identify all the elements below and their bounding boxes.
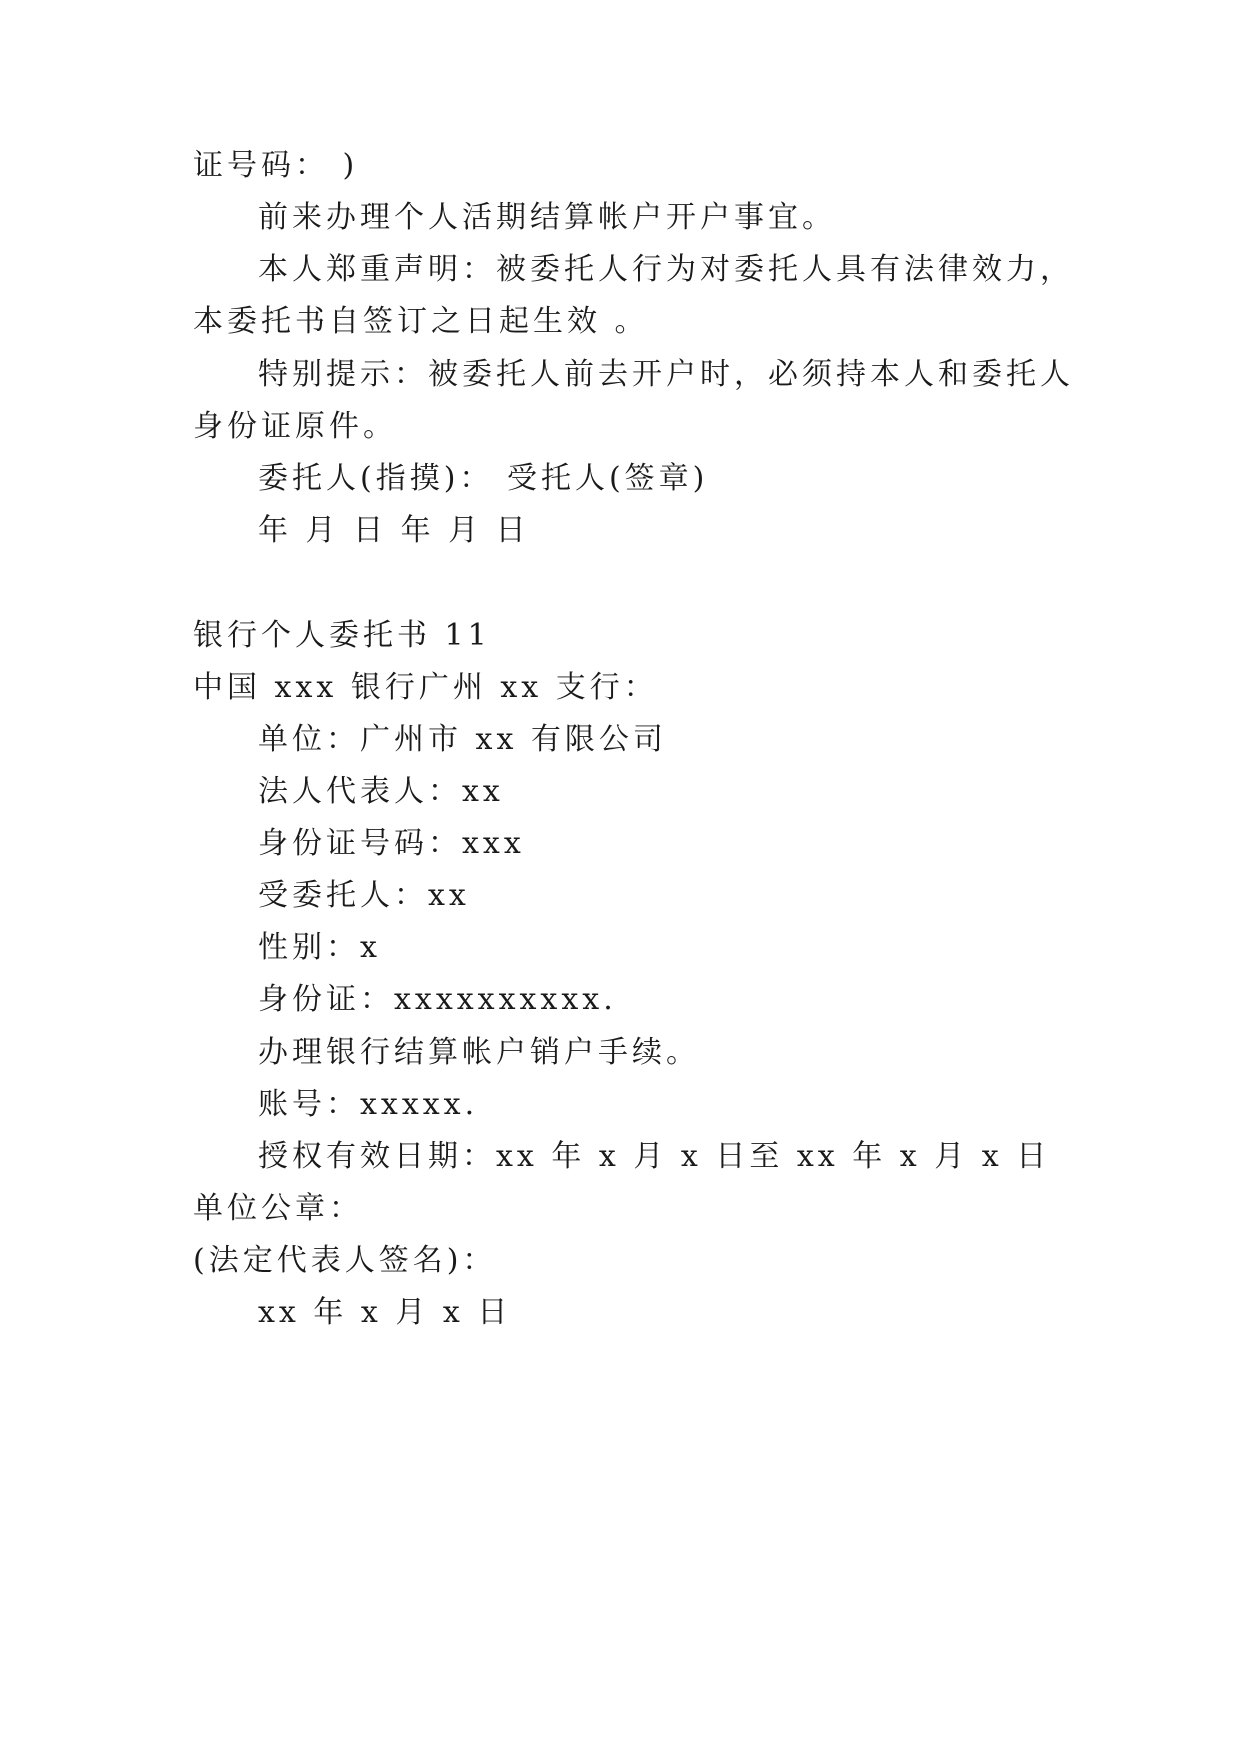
account-line: 账号：xxxxx. — [258, 1087, 479, 1122]
id-number-line: 身份证号码：xxx — [258, 826, 525, 861]
unit-line: 单位：广州市 xx 有限公司 — [258, 722, 667, 757]
document-title: 银行个人委托书 11 — [193, 618, 491, 653]
seal-line: 单位公章： — [193, 1191, 363, 1226]
final-date-line: xx 年 x 月 x 日 — [258, 1295, 512, 1330]
trustee-line: 受委托人：xx — [258, 878, 470, 913]
declaration-line: 本人郑重声明：被委托人行为对委托人具有法律效力， — [258, 252, 1074, 287]
id-card-line: 身份证：xxxxxxxxxx. — [258, 982, 617, 1017]
id-original-line: 身份证原件。 — [193, 409, 397, 444]
date-line: 年 月 日 年 月 日 — [258, 513, 530, 548]
gender-line: 性别：x — [258, 930, 381, 965]
addressee-line: 中国 xxx 银行广州 xx 支行： — [193, 670, 658, 705]
legal-rep-line: 法人代表人：xx — [258, 774, 504, 809]
special-notice-line: 特别提示：被委托人前去开户时，必须持本人和委托人 — [258, 357, 1074, 392]
signature-line: 委托人(指摸)： 受托人(签章) — [258, 461, 709, 496]
handle-line: 办理银行结算帐户销户手续。 — [258, 1035, 700, 1070]
validity-line: 授权有效日期：xx 年 x 月 x 日至 xx 年 x 月 x 日 — [258, 1139, 1051, 1174]
purpose-line: 前来办理个人活期结算帐户开户事宜。 — [258, 200, 836, 235]
legal-signature-line: (法定代表人签名)： — [193, 1243, 497, 1278]
effective-line: 本委托书自签订之日起生效 。 — [193, 304, 649, 339]
id-number-continuation: 证号码： ) — [193, 148, 359, 183]
